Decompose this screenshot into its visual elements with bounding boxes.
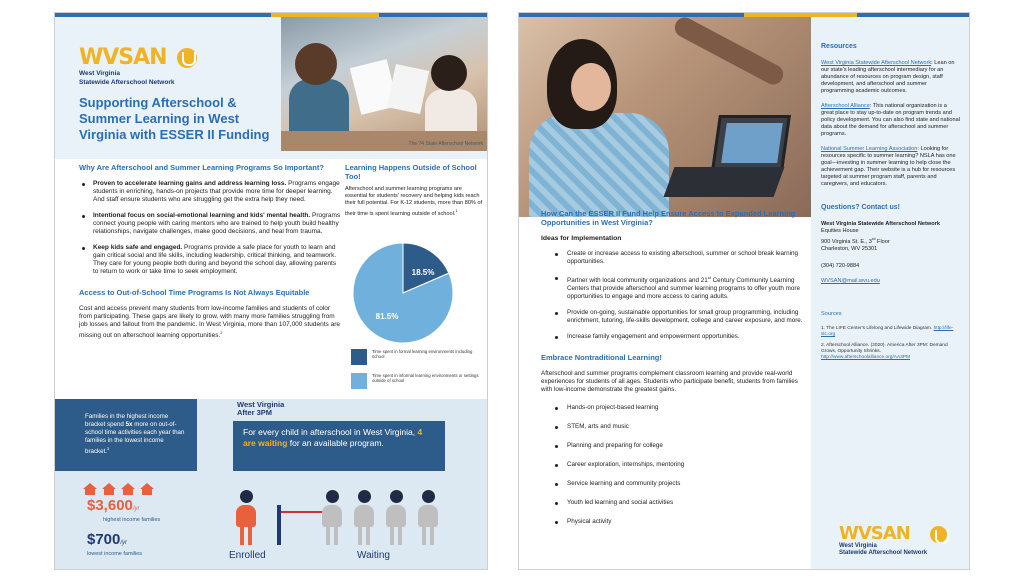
resource-item: National Summer Learning Association: Looking for resources specific to summer learning? NSLA has one goal—investing in summer learning to help close the achievement gap. Their website is a hub for resources targeted at summer program staff, parents and caregivers, and educators. (821, 146, 956, 187)
resource-item: Afterschool Alliance: This national organization is a great place to stay up-to-date on program trends and policy development. You can also find state and national data about the demand for afterschool and summer programs. (821, 103, 961, 137)
idea-item: Provide on-going, sustainable opportunities for small group programming, including enrichment, tutoring, life-skills development, college and career exposure, and more. (541, 309, 803, 325)
nontrad-text: Afterschool and summer programs complement classroom learning and provide real-world experiences for students of all ages. Students who participate benefit, students from families with low-income demonstrate the greatest gains. (541, 370, 798, 394)
photo-caption: The 74 State Afterschool Network (408, 141, 483, 147)
resource-link[interactable]: National Summer Learning Association (821, 146, 918, 152)
section-why-important (79, 163, 341, 340)
logo-line2: Statewide Afterschool Network (79, 78, 175, 86)
wvsan-sun-icon (177, 48, 197, 68)
contact-phone: (304) 720-9884 (821, 262, 860, 269)
waiting-label: Waiting (357, 550, 390, 561)
resource-item: West Virginia Statewide Afterschool Network: Lean on our state's leading afterschool intermediary for an abundance of resources on program design, staff development, and afterschool and summer programming academic outcomes. (821, 60, 955, 94)
enrolled-child-icon (235, 490, 257, 545)
logo-line1: West Virginia (79, 70, 120, 77)
low-income-amount: $700 /yr (87, 531, 128, 548)
flyer-page-2 (518, 12, 970, 570)
learning-time-pie-chart (351, 241, 455, 345)
sidebar-text: Afterschool and summer learning programs are essential for students' recovery and helping kids reach their full potential. For K-12 students, more than 80% of their time is spent learning outside of school.$^1$ (345, 186, 483, 217)
source-link[interactable]: http://life-slc.org (821, 325, 954, 337)
wv-after-3pm-logo: West Virginia After 3PM (237, 400, 285, 417)
source-item: 1. The LIFE Center's Lifelong and Lifewide Diagram. http://life-slc.org (821, 325, 954, 337)
pie-legend (351, 349, 483, 397)
idea-item: Partner with local community organizations and 21st Century Community Learning Centers that provide afterschool and summer learning programs to offer youth more opportunities to engage and more access to caring adults. (541, 274, 803, 301)
waiting-child-icon (417, 490, 439, 545)
flyer-page-1 (54, 12, 488, 570)
nontrad-heading: Embrace Nontraditional Learning! (541, 353, 662, 363)
house-icons (83, 483, 154, 495)
esser-heading: How Can the ESSER II Fund Help Ensure Access to Expanded Learning Opportunities in West Virginia? (541, 209, 796, 227)
bullet-3: Keep kids safe and engaged. Programs provide a safe place for youth to learn and gain critical social and life skills, including leadership, critical thinking, and teamwork. They care for young people both during and beyond the school day, allowing parents to return to work or take time to seek employment. (79, 244, 341, 276)
section-heading-access: Access to Out-of-School Time Programs Is Not Always Equitable (79, 288, 310, 297)
wvsan-logo: WVSAN West Virginia Statewide Afterschool Network (79, 47, 197, 86)
nontrad-item: Physical activity (541, 518, 803, 526)
low-income-label: lowest income families (87, 551, 143, 557)
nontrad-item: STEM, arts and music (541, 423, 803, 431)
house-icon (121, 483, 135, 495)
student-laptop-photo (519, 17, 811, 217)
resource-link[interactable]: West Virginia Statewide Afterschool Network (821, 60, 932, 66)
section-heading: Why Are Afterschool and Summer Learning Programs So Important? (79, 163, 324, 172)
pie-label-formal: 18.5% (411, 268, 435, 277)
wvsan-logo-footer: WVSAN West Virginia Statewide Afterschool Network (839, 525, 947, 557)
resource-link[interactable]: Afterschool Alliance (821, 103, 870, 109)
nontrad-item: Youth led learning and social activities (541, 499, 803, 507)
sidebar-heading: Learning Happens Outside of School Too! (345, 163, 477, 181)
esser-section (541, 209, 803, 537)
contact-address: West Virginia Statewide Afterschool Network Equities House 900 Virginia St. E., 3rd Floor Charleston, WV 25301 (821, 221, 940, 252)
contact-heading: Questions? Contact us! (821, 204, 900, 211)
pie-label-informal: 81.5% (375, 312, 399, 321)
idea-item: Create or increase access to existing afterschool, summer or school break learning opportunities. (541, 250, 803, 266)
sources-heading: Sources (821, 310, 842, 317)
house-icon (83, 483, 97, 495)
legend-item-informal: Time spent in informal learning environments or settings outside of school (351, 373, 483, 389)
enrolled-label: Enrolled (229, 550, 266, 561)
contact-email[interactable]: WVSAN@mail.wvu.edu (821, 277, 880, 284)
wvsan-sun-icon (930, 526, 947, 543)
high-income-amount: $3,600 /yr (87, 497, 140, 514)
waiting-child-icon (385, 490, 407, 545)
sidebar-learning-happens (345, 163, 485, 218)
page1-infographic (55, 399, 488, 569)
waiting-child-icon (353, 490, 375, 545)
children-figures (225, 477, 488, 551)
families-text: Families in the highest income bracket spend 5x more on out-of-school time activities each year than families in the lowest income bracket.$^3$ (85, 413, 185, 456)
bullet-2: Intentional focus on social-emotional learning and kids' mental health. Programs connect young people with caring mentors who are trained to help youth build healthy relationships, navigate challenges, make good decisions, and heal from trauma. (79, 212, 341, 236)
resources-sidebar (811, 17, 970, 570)
nontrad-item: Career exploration, internships, mentoring (541, 461, 803, 469)
waiting-stat-bubble: For every child in afterschool in West Virginia, 4 are waiting for an available program. (233, 421, 445, 471)
resources-heading: Resources (821, 43, 857, 50)
page-title: Supporting Afterschool & Summer Learning in West Virginia with ESSER II Funding (79, 95, 270, 142)
house-icon (140, 483, 154, 495)
idea-item: Increase family engagement and empowerment opportunities. (541, 333, 803, 341)
nontrad-item: Service learning and community projects (541, 480, 803, 488)
source-item: 2. Afterschool Alliance. (2020). America After 3PM: Demand Grows, Opportunity Shrinks. http://www.afterschoolalliance.org/AA3PM (821, 342, 948, 360)
high-income-label: highest income families (103, 517, 161, 523)
kids-classroom-photo (281, 17, 488, 151)
house-icon (102, 483, 116, 495)
legend-item-formal: Time spent in formal learning environments including school (351, 349, 483, 365)
ideas-label: Ideas for Implementation (541, 235, 622, 242)
nontrad-item: Planning and preparing for college (541, 442, 803, 450)
waiting-child-icon (321, 490, 343, 545)
source-link[interactable]: http://www.afterschoolalliance.org/AA3PM (821, 354, 911, 360)
access-paragraph: Cost and access prevent many students from low-income families and students of color from participating. These gaps are likely to grow, with many more families struggling from job losses and fallout from the pandemic. In West Virginia, more than 107,000 students are missing out on afterschool learning opportunities.$^2$ (79, 305, 340, 340)
bullet-1: Proven to accelerate learning gains and address learning loss. Programs engage students in enriching, hands-on projects that provide more time for deeper learning. And staff ensure students who are struggling get the extra help they need. (79, 180, 341, 204)
nontrad-item: Hands-on project-based learning (541, 404, 803, 412)
